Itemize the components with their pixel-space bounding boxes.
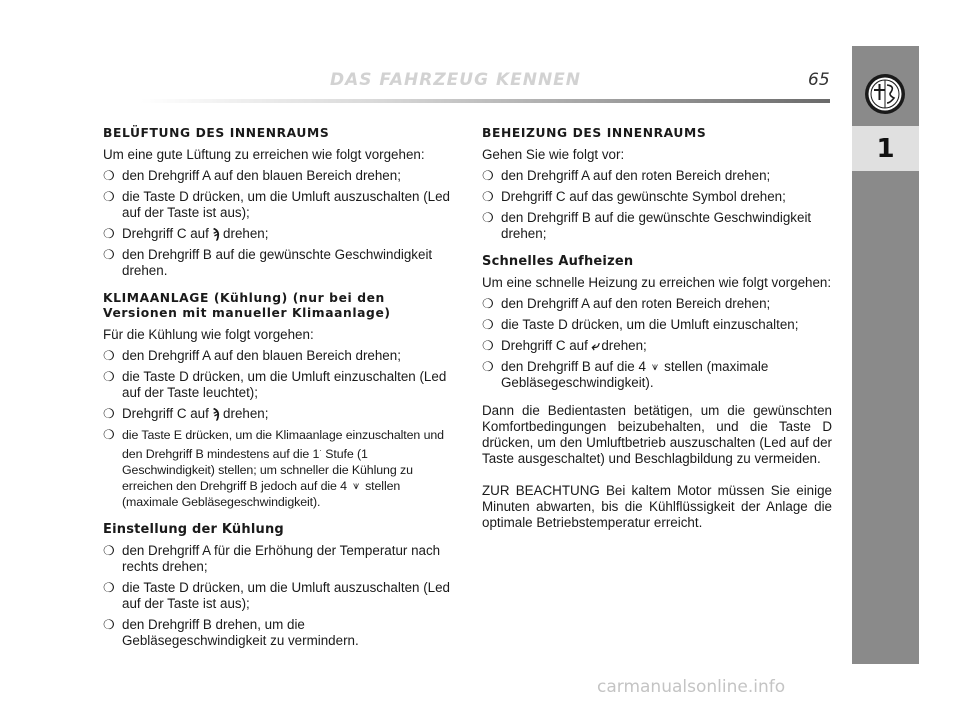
- section-heading-cooling-adjustment: Einstellung der Kühlung: [103, 522, 284, 538]
- bullet-icon: ❍: [482, 338, 494, 353]
- page-number: 65: [808, 70, 830, 90]
- list-item: ❍ die Taste D drücken, um die Umluft auszuschalten (Led auf der Taste ist aus);: [103, 189, 450, 220]
- bullet-icon: ❍: [103, 168, 115, 183]
- ventilation-steps: [103, 168, 451, 279]
- bullet-icon: ❍: [482, 189, 494, 204]
- list-item: ❍ den Drehgriff A auf den roten Bereich drehen;: [482, 296, 771, 311]
- list-item: ❍ Drehgriff C auf ϡ drehen;: [103, 406, 269, 421]
- bullet-icon: ❍: [482, 317, 494, 332]
- section-heading-fast-heating: Schnelles Aufheizen: [482, 254, 634, 269]
- list-item: ❍ Drehgriff C auf das gewünschte Symbol drehen;: [482, 189, 786, 204]
- list-item: ❍ den Drehgriff B drehen, um die Gebläsegeschwindigkeit zu vermindern.: [103, 617, 359, 649]
- bullet-icon: ❍: [103, 348, 115, 363]
- bullet-icon: ❍: [103, 369, 115, 384]
- intro-text: Gehen Sie wie folgt vor:: [482, 147, 625, 162]
- bullet-icon: ❍: [103, 406, 115, 421]
- fan-speed-icon: ⩛: [352, 480, 360, 493]
- list-item: ❍ den Drehgriff A auf den roten Bereich drehen;: [482, 168, 771, 183]
- bullet-icon: ❍: [482, 359, 494, 374]
- cooling-adjust-steps: [103, 543, 451, 649]
- list-item: ❍ die Taste D drücken, um die Umluft auszuschalten (Led auf der Taste ist aus);: [103, 580, 450, 612]
- fast-heating-steps: [482, 296, 832, 391]
- bullet-icon: ❍: [103, 617, 115, 633]
- heating-steps: [482, 168, 832, 242]
- bullet-icon: ❍: [482, 210, 494, 225]
- bullet-icon: ❍: [482, 168, 494, 183]
- section-heading-heating: BEHEIZUNG DES INNENRAUMS: [482, 126, 707, 140]
- list-item: ❍ den Drehgriff B auf die 4 ⩛ stellen (maximale Gebläsegeschwindigkeit).: [482, 359, 769, 390]
- bullet-icon: ❍: [103, 226, 115, 241]
- watermark: carmanualsonline.info: [597, 677, 786, 697]
- list-item: ❍ den Drehgriff A auf den blauen Bereich drehen;: [103, 348, 401, 363]
- list-item: ❍ Drehgriff C auf ϡ drehen;: [103, 226, 269, 241]
- bullet-icon: ❍: [482, 296, 494, 311]
- face-vent-icon: ϡ: [211, 226, 221, 241]
- alfa-romeo-logo-icon: [864, 73, 906, 115]
- bullet-icon: ❍: [103, 543, 115, 559]
- list-item: ❍ den Drehgriff B auf die gewünschte Geschwindigkeit drehen;: [482, 210, 812, 241]
- bullet-icon: ❍: [103, 189, 115, 204]
- face-vent-icon: ϡ: [211, 406, 221, 421]
- intro-text: Für die Kühlung wie folgt vorgehen:: [103, 327, 314, 342]
- list-item: ❍ Drehgriff C auf ⤶ drehen;: [482, 338, 647, 353]
- list-item: ❍ die Taste D drücken, um die Umluft einzuschalten (Led auf der Taste leuchtet);: [103, 369, 447, 400]
- list-item: ❍ den Drehgriff B auf die gewünschte Geschwindigkeit drehen.: [103, 247, 433, 278]
- right-column: [482, 126, 832, 536]
- list-item: ❍ den Drehgriff A für die Erhöhung der Temperatur nach rechts drehen;: [103, 543, 441, 575]
- feet-vent-icon: ⤶: [590, 338, 599, 353]
- intro-text: Um eine gute Lüftung zu erreichen wie folgt vorgehen:: [103, 147, 425, 162]
- fan-speed-icon: ⩛: [651, 361, 659, 373]
- cooling-steps: [103, 348, 451, 510]
- comfort-paragraph: Dann die Bedientasten betätigen, um die gewünschten Komfortbedingungen beizubehalten, und die Taste D drücken, um den Umluftbetrieb auszuschalten (Led auf der Taste ausgeschaltet) und Beschlagbildung zu vermeiden.: [482, 403, 832, 466]
- left-column: [103, 126, 451, 661]
- list-item: ❍ die Taste E drücken, um die Klimaanlage einzuschalten und den Drehgriff B mindestens auf die 1· Stufe (1 Geschwindigkeit) stellen; um schneller die Kühlung zu erreichen den Drehgriff B jedoch auf die 4 ⩛ stellen (maximale Gebläsegeschwindigkeit).: [103, 427, 444, 510]
- list-item: ❍ den Drehgriff A auf den blauen Bereich drehen;: [103, 168, 401, 183]
- bullet-icon: ❍: [103, 580, 115, 596]
- note-paragraph: ZUR BEACHTUNG Bei kaltem Motor müssen Sie einige Minuten abwarten, bis die Kühlflüssigkeit der Anlage die optimale Betriebstemperatur erreicht.: [482, 483, 832, 530]
- chapter-title: DAS FAHRZEUG KENNEN: [330, 70, 582, 90]
- intro-text: Um eine schnelle Heizung zu erreichen wie folgt vorgehen:: [482, 275, 832, 290]
- bullet-icon: ❍: [103, 247, 115, 262]
- header-rule: [140, 99, 830, 103]
- chapter-number: 1: [876, 133, 895, 164]
- section-heading-air-conditioning: KLIMAANLAGE (Kühlung) (nur bei den Versionen mit manueller Klimaanlage): [103, 291, 391, 320]
- bullet-icon: ❍: [103, 427, 115, 442]
- section-heading-ventilation: BELÜFTUNG DES INNENRAUMS: [103, 126, 330, 140]
- chapter-box: [852, 126, 919, 171]
- list-item: ❍ die Taste D drücken, um die Umluft einzuschalten;: [482, 317, 799, 332]
